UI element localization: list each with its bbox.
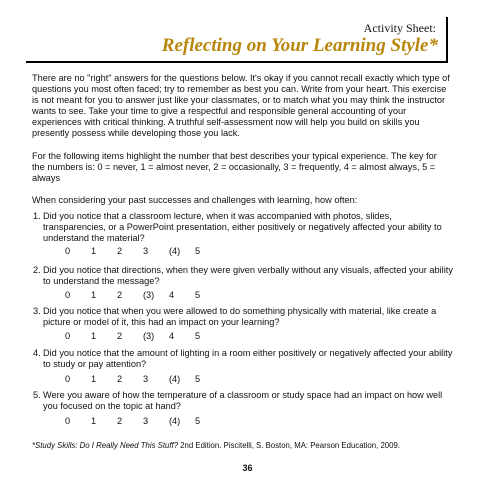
header-box <box>26 17 448 63</box>
question-text: Did you notice that directions, when they were given verbally without any visuals, affected your ability to understand the message? <box>43 265 453 287</box>
rating-option[interactable]: (4) <box>169 374 181 384</box>
rating-option[interactable]: 2 <box>117 416 123 426</box>
question-3 <box>33 306 453 328</box>
sheet-label: Activity Sheet: <box>363 21 436 35</box>
sheet-title: Reflecting on Your Learning Style* <box>161 35 438 56</box>
footnote-source-title: *Study Skills: Do I Really Need This Stuff? <box>32 441 179 450</box>
rating-option[interactable]: (3) <box>143 331 155 341</box>
question-number: 5. <box>33 390 41 400</box>
key-paragraph: For the following items highlight the number that best describes your typical experience. The key for the numbers is: 0 = never, 1 = almost never, 2 = occasionally, 3 = frequently, 4 = almost always, 5 = always <box>32 151 437 184</box>
rating-option[interactable]: 1 <box>91 331 97 341</box>
lead-sentence: When considering your past successes and challenges with learning, how often: <box>32 195 358 205</box>
rating-scale-2 <box>65 290 221 300</box>
question-number: 1. <box>33 211 41 221</box>
rating-option[interactable]: (3) <box>143 290 155 300</box>
rating-option[interactable]: 2 <box>117 246 123 256</box>
question-number: 2. <box>33 265 41 275</box>
rating-option[interactable]: 3 <box>143 246 149 256</box>
rating-scale-1 <box>65 246 221 256</box>
rating-option[interactable]: 4 <box>169 290 175 300</box>
rating-option[interactable]: 0 <box>65 416 71 426</box>
rating-option[interactable]: 1 <box>91 246 97 256</box>
rating-option[interactable]: 2 <box>117 290 123 300</box>
rating-option[interactable]: 4 <box>169 331 175 341</box>
intro-paragraph: There are no "right" answers for the questions below. It's okay if you cannot recall exactly which type of questions you most often faced; try to remember as best you can. Write from your heart. This exercise is not meant for you to answer just like your classmates, or to match what you may think the instructor wants to see. Take your time to give a respectful and responsible general accounting of your experiences with critical thinking. A truthful self-assessment now will help you build on skills you presently possess while developing those you lack. <box>32 73 450 139</box>
rating-option[interactable]: 1 <box>91 290 97 300</box>
rating-scale-5 <box>65 416 221 426</box>
question-text: Were you aware of how the temperature of a classroom or study space had an impact on how well you focused on the topic at hand? <box>43 390 443 412</box>
question-text: Did you notice that the amount of lighting in a room either positively or negatively affected your ability to study or pay attention? <box>43 348 453 370</box>
rating-option[interactable]: 5 <box>195 416 201 426</box>
rating-option[interactable]: 3 <box>143 374 149 384</box>
rating-option[interactable]: 2 <box>117 374 123 384</box>
rating-option[interactable]: 5 <box>195 374 201 384</box>
question-text: Did you notice that when you were allowed to do something physically with material, like create a picture or model of it, this had an impact on your learning? <box>43 306 437 328</box>
rating-option[interactable]: 1 <box>91 416 97 426</box>
page-number: 36 <box>242 463 253 473</box>
rating-option[interactable]: (4) <box>169 246 181 256</box>
rating-option[interactable]: 5 <box>195 331 201 341</box>
rating-option[interactable]: 3 <box>143 416 149 426</box>
footnote <box>32 441 462 450</box>
rating-scale-3 <box>65 331 221 341</box>
question-2 <box>33 265 453 287</box>
rating-option[interactable]: 5 <box>195 246 201 256</box>
question-4 <box>33 348 453 370</box>
rating-option[interactable]: 0 <box>65 331 71 341</box>
rating-option[interactable]: 0 <box>65 374 71 384</box>
rating-option[interactable]: (4) <box>169 416 181 426</box>
rating-option[interactable]: 5 <box>195 290 201 300</box>
rating-option[interactable]: 0 <box>65 246 71 256</box>
rating-option[interactable]: 1 <box>91 374 97 384</box>
question-number: 4. <box>33 348 41 358</box>
rating-option[interactable]: 0 <box>65 290 71 300</box>
rating-option[interactable]: 2 <box>117 331 123 341</box>
footnote-citation: 2nd Edition. Piscitelli, S. Boston, MA: Pearson Education, 2009. <box>178 441 400 450</box>
rating-scale-4 <box>65 374 221 384</box>
question-1 <box>33 211 453 244</box>
question-5 <box>33 390 453 412</box>
question-number: 3. <box>33 306 41 316</box>
question-text: Did you notice that a classroom lecture, when it was accompanied with photos, slides, transparencies, or a PowerPoint presentation, either positively or negatively affected your ability to understand the material? <box>43 211 442 244</box>
